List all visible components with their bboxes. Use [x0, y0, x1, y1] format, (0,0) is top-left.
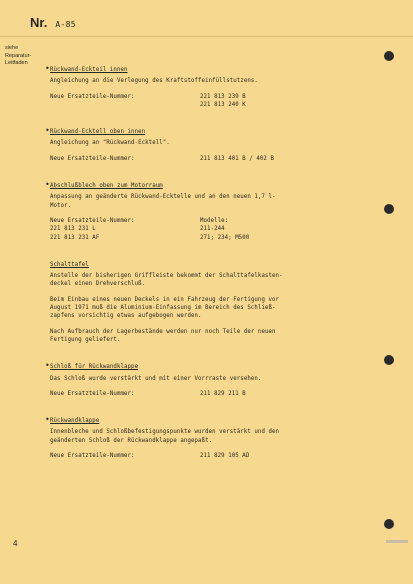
- section-title: Schalttafel: [50, 261, 89, 268]
- section-rueckwandklappe: [45, 415, 360, 460]
- bullet-icon: •: [45, 126, 50, 136]
- models-label: Modelle:: [200, 217, 229, 224]
- section-text: Innenbleche und Schloßbefestigungspunkte wurden verstärkt und den: [50, 429, 280, 436]
- section-text: Anstelle der bisherigen Griffleiste bekommt der Schalttafelkasten-: [50, 273, 283, 280]
- section-title: Schloß für Rückwandklappe: [50, 364, 139, 371]
- content: [45, 64, 360, 479]
- parts-table-header: [50, 217, 360, 225]
- side-note-line: Leitfaden: [5, 60, 28, 66]
- section-text: Angleichung an "Rückwand-Ecktell".: [50, 140, 170, 147]
- part-number: 221 813 240 K: [200, 101, 246, 108]
- part-number: 211 829 105 AD: [200, 453, 250, 460]
- parts-table-row: [50, 234, 360, 242]
- parts-label: Neue Ersatzteile-Nummer:: [50, 155, 135, 162]
- bullet-icon: •: [45, 415, 50, 425]
- section-title: Rückwandklappe: [50, 418, 100, 425]
- bullet-icon: •: [45, 361, 50, 371]
- parts-block: [50, 390, 360, 398]
- section-text: Das Schloß wurde verstärkt und mit einer Vorrraste versehen.: [50, 375, 262, 382]
- section-text: August 1971 muß die Aluminium-Einfassung im Bereich des Schließ-: [50, 305, 276, 312]
- section-rueckwand-eckteil: [45, 64, 360, 109]
- parts-label: Neue Ersatzteile-Nummer:: [50, 453, 135, 460]
- section-schalttafel: [50, 261, 360, 344]
- side-note-line: siehe: [5, 45, 19, 51]
- section-title: Abschlußblech oben zum Motorraum: [50, 183, 163, 190]
- section-abschlussblech: [45, 180, 360, 242]
- page-number: 4: [13, 539, 18, 548]
- section-text: Nach Aufbrauch der Lagerbestände werden nur noch Teile der neuen: [50, 328, 276, 335]
- nr-label: Nr.: [30, 15, 48, 30]
- section-text: geänderten Schloß der Rückwandklappe angepaßt.: [50, 437, 213, 444]
- parts-table-row: [50, 225, 360, 233]
- section-text: zapfens vorsichtig etwas aufgebogen werden.: [50, 313, 202, 320]
- parts-label: Neue Ersatzteile-Nummer:: [50, 93, 135, 100]
- section-text: Motor.: [50, 202, 72, 209]
- section-rueckwand-oben: [45, 126, 360, 163]
- side-note-line: Reparatur-: [5, 52, 32, 59]
- part-number: 211 813 401 B / 402 B: [200, 155, 275, 162]
- punch-hole-icon: [384, 355, 394, 365]
- section-text: deckel einen Drehverschluß.: [50, 281, 146, 288]
- section-text: Beim Einbau eines neuen Deckels in ein Fahrzeug der Fertigung vor: [50, 296, 280, 303]
- model-value: 211-244: [200, 226, 225, 233]
- section-text: Anpassung an geänderte Rückwand-Ecktelle und an den neuen 1,7 l-: [50, 194, 276, 201]
- section-schloss: [45, 361, 360, 398]
- header: [30, 15, 76, 30]
- section-title: Rückwand-Ecktell oben innen: [50, 129, 146, 136]
- parts-label: Neue Ersatzteile-Nummer:: [50, 390, 135, 397]
- part-number: 221 813 231 L: [50, 226, 96, 233]
- parts-label: Neue Ersatzteile-Nummer:: [50, 217, 135, 224]
- section-text: Fertigung geliefert.: [50, 336, 121, 343]
- part-number: 221 813 239 B: [200, 93, 246, 100]
- parts-block: [50, 452, 360, 460]
- stamp-mark: [386, 540, 408, 543]
- nr-value: A-85: [55, 20, 76, 29]
- part-number: 211 829 211 B: [200, 390, 246, 397]
- punch-hole-icon: [384, 519, 394, 529]
- top-rule: [0, 36, 413, 37]
- section-text: Angleichung an die Verlegung des Kraftstoffeinfüllstutzens.: [50, 78, 258, 85]
- model-value: 271; 234; M500: [200, 234, 250, 241]
- punch-hole-icon: [384, 51, 394, 61]
- parts-block: [50, 155, 360, 163]
- parts-block: [50, 93, 360, 110]
- part-number: 221 813 231 AF: [50, 234, 100, 241]
- bullet-icon: •: [45, 180, 50, 190]
- bullet-icon: •: [45, 64, 50, 73]
- section-title: Rückwand-Eckteil innen: [50, 67, 128, 73]
- punch-hole-icon: [384, 204, 394, 214]
